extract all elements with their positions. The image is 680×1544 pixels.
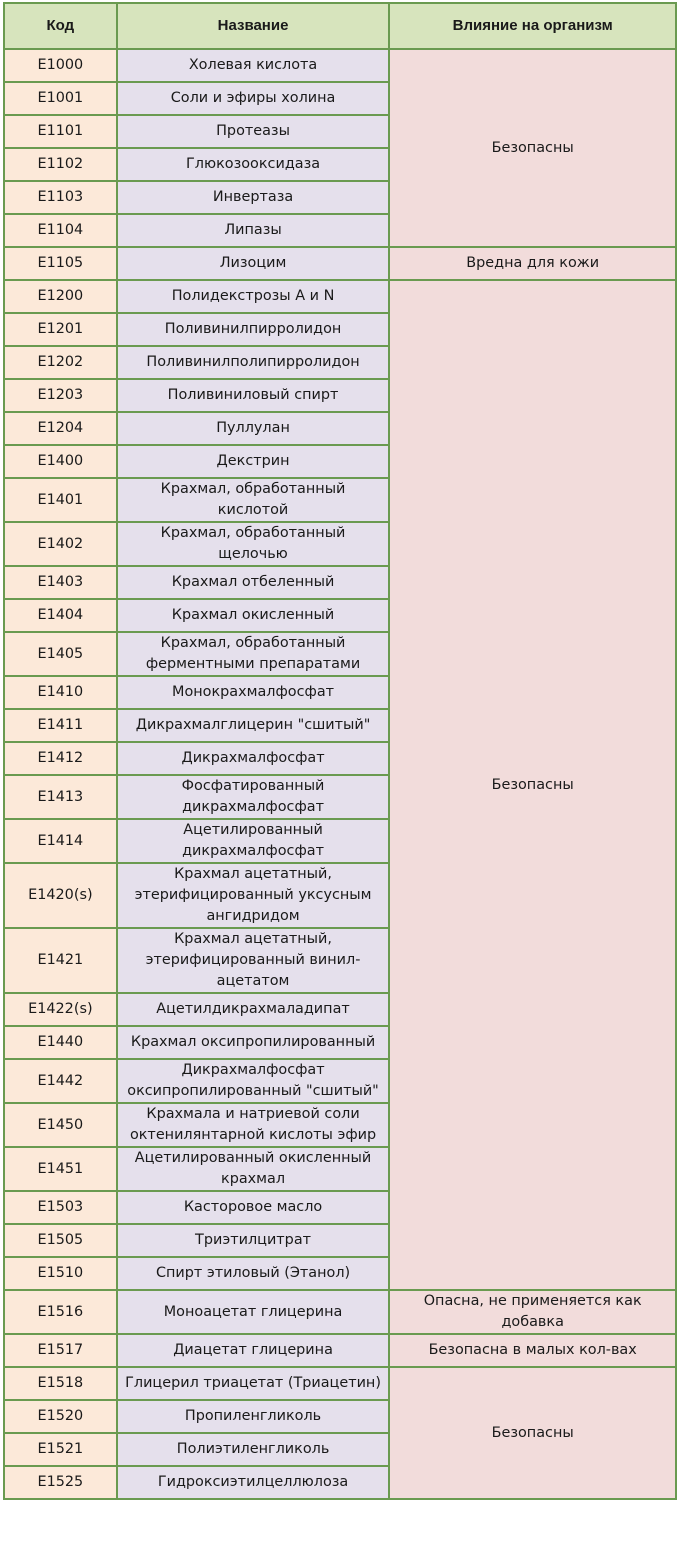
cell-name: Протеазы xyxy=(117,115,390,148)
cell-code: E1516 xyxy=(4,1290,117,1334)
table-row xyxy=(4,49,676,82)
cell-code: E1202 xyxy=(4,346,117,379)
cell-name: Крахмала и натриевой соли октенилянтарной кислоты эфир xyxy=(117,1103,390,1147)
cell-name: Дикрахмалфосфат оксипропилированный "сшитый" xyxy=(117,1059,390,1103)
table-row xyxy=(4,1334,676,1367)
table-row xyxy=(4,247,676,280)
cell-code: E1442 xyxy=(4,1059,117,1103)
cell-name: Ацетилдикрахмаладипат xyxy=(117,993,390,1026)
cell-name: Ацетилированный окисленный крахмал xyxy=(117,1147,390,1191)
cell-code: E1503 xyxy=(4,1191,117,1224)
cell-code: E1405 xyxy=(4,632,117,676)
cell-code: E1420(s) xyxy=(4,863,117,928)
cell-code: E1422(s) xyxy=(4,993,117,1026)
cell-name: Пуллулан xyxy=(117,412,390,445)
cell-effect: Безопасны xyxy=(389,1367,676,1499)
cell-code: E1450 xyxy=(4,1103,117,1147)
cell-name: Липазы xyxy=(117,214,390,247)
cell-code: E1440 xyxy=(4,1026,117,1059)
cell-name: Гидроксиэтилцеллюлоза xyxy=(117,1466,390,1499)
table-row xyxy=(4,1290,676,1334)
header-effect: Влияние на организм xyxy=(389,3,676,49)
cell-code: E1101 xyxy=(4,115,117,148)
cell-code: E1402 xyxy=(4,522,117,566)
cell-code: E1000 xyxy=(4,49,117,82)
cell-code: E1201 xyxy=(4,313,117,346)
cell-name: Глюкозооксидаза xyxy=(117,148,390,181)
cell-code: E1001 xyxy=(4,82,117,115)
cell-name: Полиэтиленгликоль xyxy=(117,1433,390,1466)
cell-name: Крахмал оксипропилированный xyxy=(117,1026,390,1059)
cell-name: Крахмал ацетатный, этерифицированный винил-ацетатом xyxy=(117,928,390,993)
cell-code: E1411 xyxy=(4,709,117,742)
cell-code: E1510 xyxy=(4,1257,117,1290)
cell-name: Глицерил триацетат (Триацетин) xyxy=(117,1367,390,1400)
cell-code: E1413 xyxy=(4,775,117,819)
cell-name: Инвертаза xyxy=(117,181,390,214)
cell-effect: Безопасны xyxy=(389,280,676,1290)
cell-name: Спирт этиловый (Этанол) xyxy=(117,1257,390,1290)
cell-name: Моноацетат глицерина xyxy=(117,1290,390,1334)
cell-name: Касторовое масло xyxy=(117,1191,390,1224)
cell-name: Поливиниловый спирт xyxy=(117,379,390,412)
cell-name: Декстрин xyxy=(117,445,390,478)
cell-code: E1412 xyxy=(4,742,117,775)
cell-name: Соли и эфиры холина xyxy=(117,82,390,115)
cell-code: E1103 xyxy=(4,181,117,214)
cell-code: E1451 xyxy=(4,1147,117,1191)
cell-code: E1400 xyxy=(4,445,117,478)
cell-code: E1521 xyxy=(4,1433,117,1466)
cell-code: E1410 xyxy=(4,676,117,709)
cell-code: E1525 xyxy=(4,1466,117,1499)
cell-name: Крахмал окисленный xyxy=(117,599,390,632)
cell-name: Дикрахмалглицерин "сшитый" xyxy=(117,709,390,742)
cell-code: E1414 xyxy=(4,819,117,863)
cell-name: Крахмал, обработанный ферментными препаратами xyxy=(117,632,390,676)
cell-name: Поливинилполипирролидон xyxy=(117,346,390,379)
header-row xyxy=(4,3,676,49)
cell-code: E1200 xyxy=(4,280,117,313)
additives-table xyxy=(3,2,677,1500)
cell-name: Холевая кислота xyxy=(117,49,390,82)
cell-code: E1505 xyxy=(4,1224,117,1257)
cell-name: Крахмал отбеленный xyxy=(117,566,390,599)
cell-code: E1518 xyxy=(4,1367,117,1400)
header-name: Название xyxy=(117,3,390,49)
cell-code: E1517 xyxy=(4,1334,117,1367)
cell-name: Поливинилпирролидон xyxy=(117,313,390,346)
cell-name: Крахмал ацетатный, этерифицированный уксусным ангидридом xyxy=(117,863,390,928)
cell-code: E1102 xyxy=(4,148,117,181)
cell-code: E1520 xyxy=(4,1400,117,1433)
cell-code: E1203 xyxy=(4,379,117,412)
cell-code: E1421 xyxy=(4,928,117,993)
cell-code: E1104 xyxy=(4,214,117,247)
cell-code: E1105 xyxy=(4,247,117,280)
cell-name: Диацетат глицерина xyxy=(117,1334,390,1367)
table-row xyxy=(4,1367,676,1400)
cell-code: E1404 xyxy=(4,599,117,632)
header-code: Код xyxy=(4,3,117,49)
cell-name: Триэтилцитрат xyxy=(117,1224,390,1257)
cell-name: Крахмал, обработанный кислотой xyxy=(117,478,390,522)
cell-effect: Безопасны xyxy=(389,49,676,247)
cell-code: E1401 xyxy=(4,478,117,522)
cell-name: Пропиленгликоль xyxy=(117,1400,390,1433)
table-row xyxy=(4,280,676,313)
cell-effect: Вредна для кожи xyxy=(389,247,676,280)
cell-name: Дикрахмалфосфат xyxy=(117,742,390,775)
cell-name: Полидекстрозы А и N xyxy=(117,280,390,313)
cell-effect: Безопасна в малых кол-вах xyxy=(389,1334,676,1367)
table-body xyxy=(4,49,676,1499)
cell-name: Крахмал, обработанный щелочью xyxy=(117,522,390,566)
cell-code: E1403 xyxy=(4,566,117,599)
cell-effect: Опасна, не применяется как добавка xyxy=(389,1290,676,1334)
cell-name: Фосфатированный дикрахмалфосфат xyxy=(117,775,390,819)
cell-code: E1204 xyxy=(4,412,117,445)
cell-name: Лизоцим xyxy=(117,247,390,280)
cell-name: Ацетилированный дикрахмалфосфат xyxy=(117,819,390,863)
cell-name: Монокрахмалфосфат xyxy=(117,676,390,709)
